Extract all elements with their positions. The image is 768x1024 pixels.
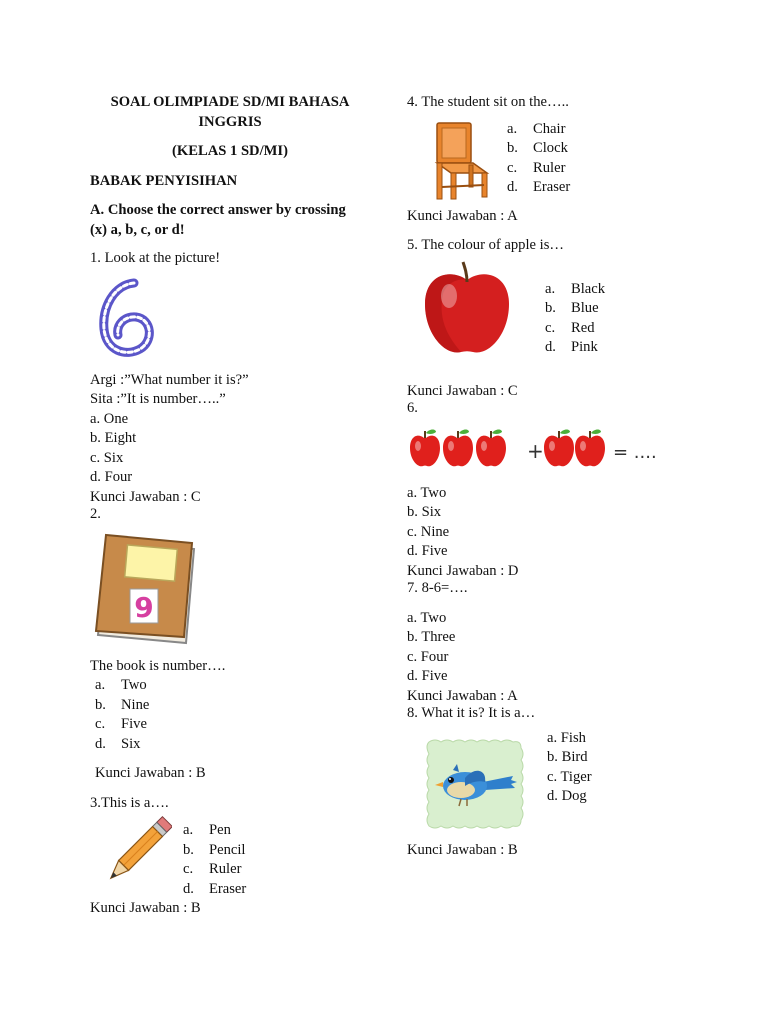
q5-block	[407, 258, 747, 366]
q5-option-d: d. Pink	[545, 339, 598, 355]
q1-dialog-1: Argi :”What number it is?”	[90, 371, 249, 388]
q1-prompt: 1. Look at the picture!	[90, 250, 221, 266]
left-column	[90, 93, 370, 919]
q2-option-c: c. Five	[95, 716, 147, 732]
q3-option-c: c. Ruler	[183, 861, 242, 877]
q8-prompt: 8. What it is? It is a…	[407, 705, 536, 721]
q6-option-a: a. Two	[407, 484, 447, 501]
q6-number: 6.	[407, 400, 418, 416]
instruction-line-1: A. Choose the correct answer by crossing	[90, 202, 346, 218]
q8-option-c: c. Tiger	[547, 768, 592, 785]
q2-option-a: a. Two	[95, 677, 147, 693]
q4-option-c: c. Ruler	[507, 159, 566, 176]
q8-option-d: d. Dog	[547, 788, 587, 804]
q1-option-d: d. Four	[90, 469, 133, 485]
chair-picture	[433, 121, 493, 201]
digit-six-picture	[90, 273, 370, 363]
q1-answer-key: Kunci Jawaban : C	[90, 488, 201, 505]
q5-answer-key: Kunci Jawaban : C	[407, 382, 518, 399]
q6-option-d: d. Five	[407, 543, 448, 559]
q4-prompt: 4. The student sit on the…..	[407, 94, 569, 110]
q7-option-b: b. Three	[407, 629, 456, 645]
q6-answer-key: Kunci Jawaban : D	[407, 562, 519, 579]
q2-prompt: The book is number….	[90, 657, 226, 674]
q3-block	[90, 821, 370, 909]
q5-option-b: b. Blue	[545, 300, 599, 316]
q7-answer-key: Kunci Jawaban : A	[407, 687, 518, 704]
q8-option-a: a. Fish	[547, 729, 586, 746]
pencil-picture	[102, 813, 172, 891]
q4-answer-key: Kunci Jawaban : A	[407, 207, 518, 224]
apple-sum-picture	[407, 422, 747, 472]
q8-options	[547, 729, 592, 807]
q5-option-c: c. Red	[545, 319, 595, 336]
q4-options	[507, 120, 570, 198]
apple-picture	[421, 260, 513, 358]
q2-answer-key: Kunci Jawaban : B	[95, 765, 206, 781]
q2-option-b: b. Nine	[95, 696, 150, 713]
q4-block	[407, 121, 747, 205]
q2-options	[90, 676, 370, 754]
plus-sign: +	[527, 438, 544, 463]
q5-prompt: 5. The colour of apple is…	[407, 237, 564, 253]
q4-option-b: b. Clock	[507, 140, 568, 156]
q8-answer-key: Kunci Jawaban : B	[407, 841, 518, 858]
q3-options	[183, 821, 246, 899]
q3-answer-key: Kunci Jawaban : B	[90, 900, 201, 916]
book-picture	[90, 527, 370, 647]
q8-option-b: b. Bird	[547, 749, 588, 765]
q7-option-c: c. Four	[407, 648, 449, 665]
equals-sign: = ....	[613, 441, 657, 463]
right-column	[407, 93, 747, 860]
q5-option-a: a. Black	[545, 280, 606, 297]
q8-block	[407, 729, 747, 834]
q7-prompt: 7. 8-6=….	[407, 580, 468, 596]
q2-option-d: d. Six	[95, 735, 141, 752]
q3-option-b: b. Pencil	[183, 841, 246, 858]
title-line-2: INGGRIS	[198, 113, 262, 130]
q1-option-a: a. One	[90, 410, 129, 427]
q1-dialog-2: Sita :”It is number…..”	[90, 391, 226, 407]
book-number-glyph: 9	[134, 590, 154, 624]
title-line-1: SOAL OLIMPIADE SD/MI BAHASA	[110, 94, 350, 110]
q6-option-b: b. Six	[407, 504, 442, 520]
q6-option-c: c. Nine	[407, 523, 450, 540]
class-label: (KELAS 1 SD/MI)	[172, 143, 288, 159]
q3-option-d: d. Eraser	[183, 880, 247, 897]
q2-number: 2.	[90, 506, 101, 522]
q3-prompt: 3.This is a….	[90, 794, 169, 811]
q7-option-d: d. Five	[407, 668, 448, 684]
q4-option-d: d. Eraser	[507, 179, 571, 195]
q5-options	[545, 280, 605, 358]
round-label: BABAK PENYISIHAN	[90, 172, 238, 189]
q1-option-c: c. Six	[90, 449, 124, 466]
bird-picture	[425, 736, 525, 832]
instruction-line-2: (x) a, b, c, or d!	[90, 221, 185, 238]
q4-option-a: a. Chair	[507, 120, 566, 137]
q7-option-a: a. Two	[407, 609, 447, 626]
q1-option-b: b. Eight	[90, 430, 137, 446]
q3-option-a: a. Pen	[183, 822, 231, 838]
